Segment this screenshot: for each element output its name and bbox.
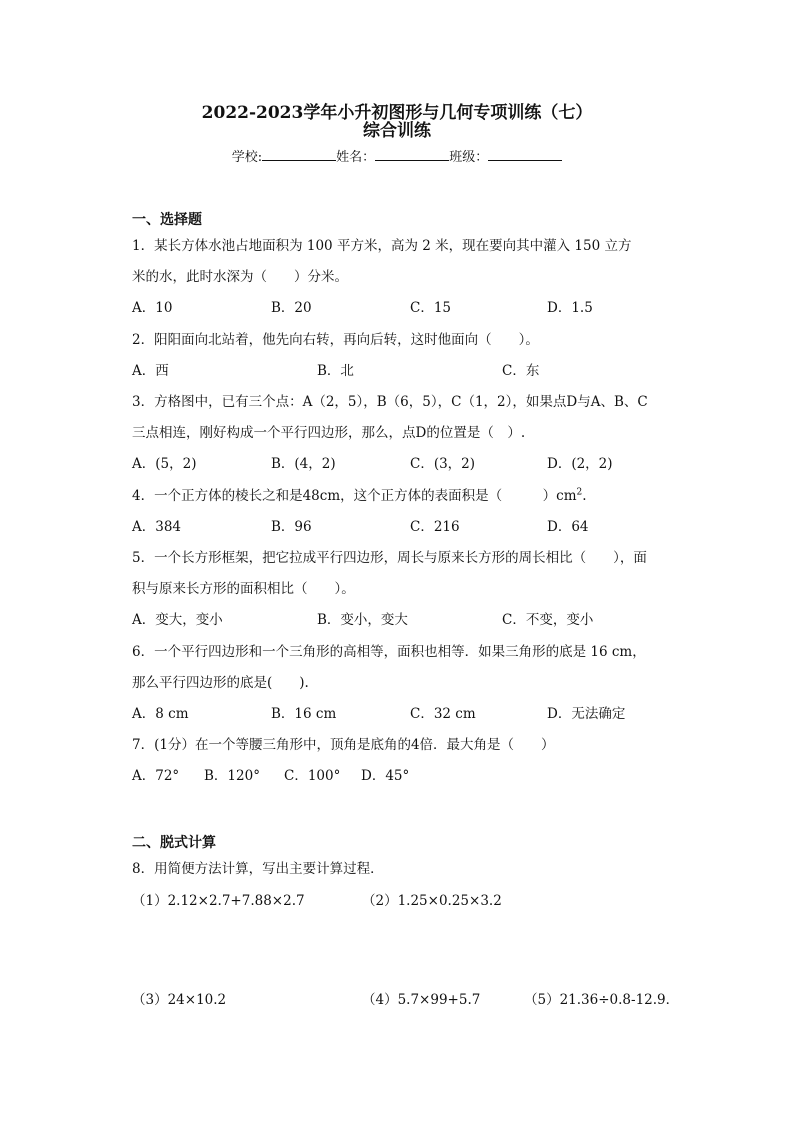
question-4-line-1 bbox=[132, 484, 587, 504]
calc-item-4: （4）5.7×99+5.7 bbox=[362, 992, 481, 1008]
section-2-title: 二、脱式计算 bbox=[132, 835, 216, 851]
option-c[interactable]: C．216 bbox=[410, 519, 460, 535]
option-c[interactable]: C．100° bbox=[284, 768, 341, 784]
option-c[interactable]: C．15 bbox=[410, 300, 452, 316]
calc-item-3: （3）24×10.2 bbox=[132, 992, 227, 1008]
calc-item-5: （5）21.36÷0.8-12.9． bbox=[524, 992, 680, 1008]
question-6-line-2: 那么平行四边形的底是( ). bbox=[132, 675, 309, 691]
question-5-line-2: 积与原来长方形的面积相比（ ）。 bbox=[132, 581, 355, 597]
question-5-line-1: 5．一个长方形框架，把它拉成平行四边形，周长与原来长方形的周长相比（ ），面 bbox=[132, 550, 647, 566]
option-b[interactable]: B．16 cm bbox=[271, 706, 337, 722]
option-d[interactable]: D．(2，2) bbox=[547, 456, 613, 472]
question-4-period: . bbox=[582, 488, 587, 504]
option-d[interactable]: D．无法确定 bbox=[547, 706, 626, 722]
option-a[interactable]: A．10 bbox=[132, 300, 173, 316]
option-a[interactable]: A．72° bbox=[132, 768, 180, 784]
question-3-line-1: 3．方格图中，已有三个点：A（2，5），B（6，5），C（1，2），如果点D与A、B、C bbox=[132, 394, 648, 410]
class-field[interactable] bbox=[488, 148, 562, 161]
option-d[interactable]: D．64 bbox=[547, 519, 589, 535]
option-b[interactable]: B．120° bbox=[204, 768, 260, 784]
option-a[interactable]: A．变大，变小 bbox=[132, 612, 223, 628]
question-4-superscript: 2 bbox=[576, 487, 583, 498]
option-b[interactable]: B．20 bbox=[271, 300, 312, 316]
option-a[interactable]: A．384 bbox=[132, 519, 182, 535]
option-b[interactable]: B．北 bbox=[317, 363, 354, 379]
name-field[interactable] bbox=[375, 148, 449, 161]
option-a[interactable]: A．8 cm bbox=[132, 706, 189, 722]
class-label: 班级： bbox=[449, 150, 489, 165]
question-7-line-1: 7．(1分）在一个等腰三角形中，顶角是底角的4倍．最大角是（ ） bbox=[132, 737, 555, 753]
question-1-line-1: 1．某长方体水池占地面积为 100 平方米，高为 2 米，现在要向其中灌入 150 立方 bbox=[132, 238, 632, 254]
student-info bbox=[0, 146, 794, 165]
option-c[interactable]: C．32 cm bbox=[410, 706, 476, 722]
option-d[interactable]: D．45° bbox=[361, 768, 410, 784]
question-6-line-1: 6．一个平行四边形和一个三角形的高相等，面积也相等．如果三角形的底是 16 cm， bbox=[132, 644, 646, 660]
option-c[interactable]: C．东 bbox=[502, 363, 540, 379]
section-1-title: 一、选择题 bbox=[132, 212, 202, 228]
question-4-text: 4．一个正方体的棱长之和是48cm，这个正方体的表面积是（ ）cm bbox=[132, 488, 577, 504]
option-d[interactable]: D．1.5 bbox=[547, 300, 593, 316]
option-b[interactable]: B．变小，变大 bbox=[317, 612, 408, 628]
school-label: 学校: bbox=[231, 150, 263, 165]
calc-item-2: （2）1.25×0.25×3.2 bbox=[362, 893, 502, 909]
question-2-line-1: 2．阳阳面向北站着，他先向右转，再向后转，这时他面向（ ）。 bbox=[132, 332, 539, 348]
school-field[interactable] bbox=[262, 148, 336, 161]
page-subtitle: 综合训练 bbox=[363, 121, 431, 141]
option-b[interactable]: B．(4，2) bbox=[271, 456, 336, 472]
page-title: 2022-2023学年小升初图形与几何专项训练（七） bbox=[201, 103, 593, 123]
option-a[interactable]: A．西 bbox=[132, 363, 169, 379]
name-label: 姓名： bbox=[336, 150, 376, 165]
option-c[interactable]: C．不变，变小 bbox=[502, 612, 594, 628]
option-c[interactable]: C．(3，2) bbox=[410, 456, 476, 472]
calc-item-1: （1）2.12×2.7+7.88×2.7 bbox=[132, 893, 305, 909]
option-a[interactable]: A．(5，2) bbox=[132, 456, 197, 472]
question-8-line-1: 8．用简便方法计算，写出主要计算过程． bbox=[132, 861, 384, 877]
question-3-line-2: 三点相连，刚好构成一个平行四边形，那么，点D的位置是（ ）. bbox=[132, 425, 526, 441]
question-1-line-2: 米的水，此时水深为（ ）分米。 bbox=[132, 269, 348, 285]
option-b[interactable]: B．96 bbox=[271, 519, 312, 535]
